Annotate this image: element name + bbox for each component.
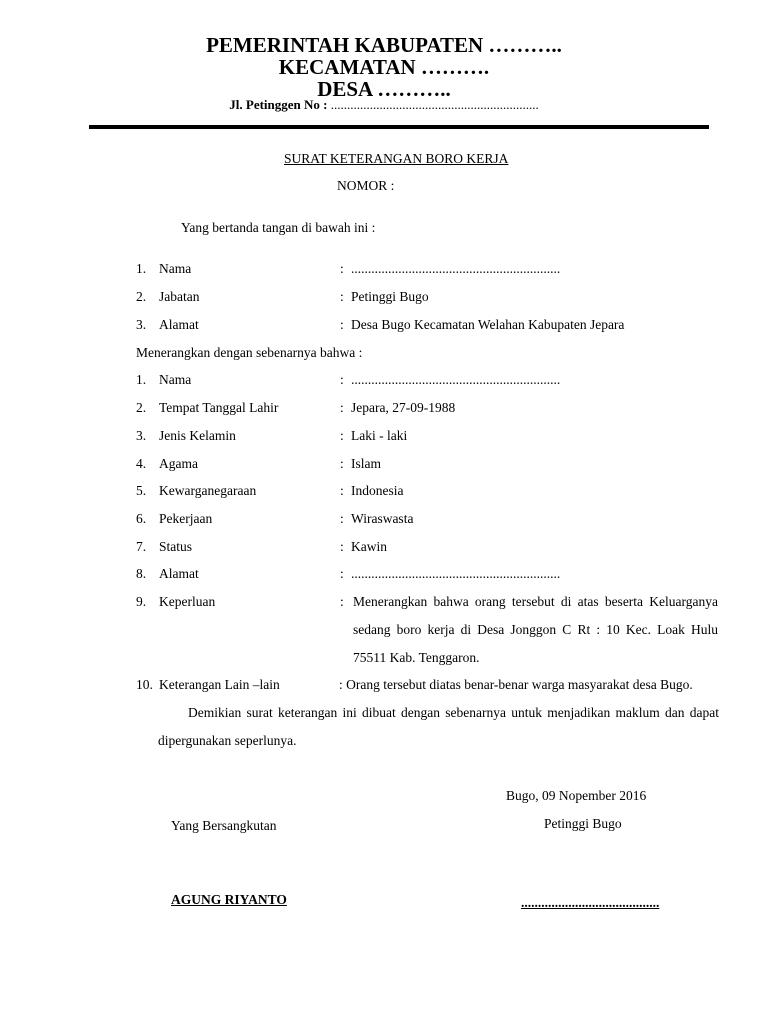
field-colon: : [340,511,344,526]
field-colon: : [340,566,344,581]
field-number: 4. [136,456,147,471]
field-colon: : [340,539,344,554]
field-label: Agama [159,456,198,471]
header-government: PEMERINTAH KABUPATEN ……….. [206,33,562,57]
field-number: 3. [136,317,147,332]
letter-title: SURAT KETERANGAN BORO KERJA [284,151,509,166]
field-label: Pekerjaan [159,511,213,526]
field-number: 10. [136,677,153,692]
closing-line-1: Demikian surat keterangan ini dibuat dengan sebenarnya untuk menjadikan maklum dan dapat [188,705,719,720]
field-number: 1. [136,261,147,276]
left-signer-name: AGUNG RIYANTO [171,892,287,907]
field-label: Keperluan [159,594,216,609]
field-value: .............................................................. [351,261,561,276]
address-label: Jl. Petinggen No : [229,97,328,112]
field-label: Kewarganegaraan [159,483,257,498]
field-value: Laki - laki [351,428,408,443]
field-number: 2. [136,400,147,415]
closing-line-2: dipergunakan seperlunya. [158,733,297,748]
field-label: Nama [159,372,192,387]
statement: Menerangkan dengan sebenarnya bahwa : [136,345,363,360]
field-label: Jenis Kelamin [159,428,236,443]
field-number: 6. [136,511,147,526]
field-label: Alamat [159,566,199,581]
field-colon: : [340,261,344,276]
field-label: Nama [159,261,192,276]
field-value: Desa Bugo Kecamatan Welahan Kabupaten Jepara [351,317,625,332]
header-address [0,97,768,113]
field-number: 2. [136,289,147,304]
field-value: Islam [351,456,381,471]
field-value: .............................................................. [351,566,561,581]
field-label: Keterangan Lain –lain [159,677,280,692]
field-number: 3. [136,428,147,443]
letter-intro: Yang bertanda tangan di bawah ini : [181,220,376,235]
field-value: Kawin [351,539,387,554]
field-label: Jabatan [159,289,200,304]
place-date: Bugo, 09 Nopember 2016 [506,788,647,803]
field-value: : Orang tersebut diatas benar-benar warga masyarakat desa Bugo. [339,677,693,692]
field-colon: : [340,289,344,304]
field-value: .............................................................. [351,372,561,387]
field-number: 9. [136,594,147,609]
letter-number: NOMOR : [337,178,395,193]
field-number: 8. [136,566,147,581]
header-divider [89,125,709,129]
address-value: ................................................................ [327,97,539,112]
right-signer-title: Petinggi Bugo [544,816,622,831]
purpose-line-1: Menerangkan bahwa orang tersebut di atas beserta Keluarganya [353,594,718,609]
field-colon: : [340,483,344,498]
field-value: Petinggi Bugo [351,289,429,304]
field-colon: : [340,428,344,443]
field-number: 7. [136,539,147,554]
field-value: Wiraswasta [351,511,414,526]
field-value: Jepara, 27-09-1988 [351,400,456,415]
left-signer-title: Yang Bersangkutan [171,818,277,833]
field-colon: : [340,594,344,609]
purpose-line-2: sedang boro kerja di Desa Jonggon C Rt : 10 Kec. Loak Hulu [353,622,718,637]
field-label: Tempat Tanggal Lahir [159,400,279,415]
field-colon: : [340,456,344,471]
field-number: 1. [136,372,147,387]
purpose-line-3: 75511 Kab. Tenggaron. [353,650,480,665]
header-village: DESA ……….. [317,77,451,101]
field-colon: : [340,317,344,332]
field-colon: : [340,400,344,415]
right-signer-name: ......................................... [521,895,660,910]
field-label: Alamat [159,317,199,332]
field-number: 5. [136,483,147,498]
header-district: KECAMATAN ………. [278,55,490,79]
field-label: Status [159,539,193,554]
field-colon: : [340,372,344,387]
field-value: Indonesia [351,483,404,498]
